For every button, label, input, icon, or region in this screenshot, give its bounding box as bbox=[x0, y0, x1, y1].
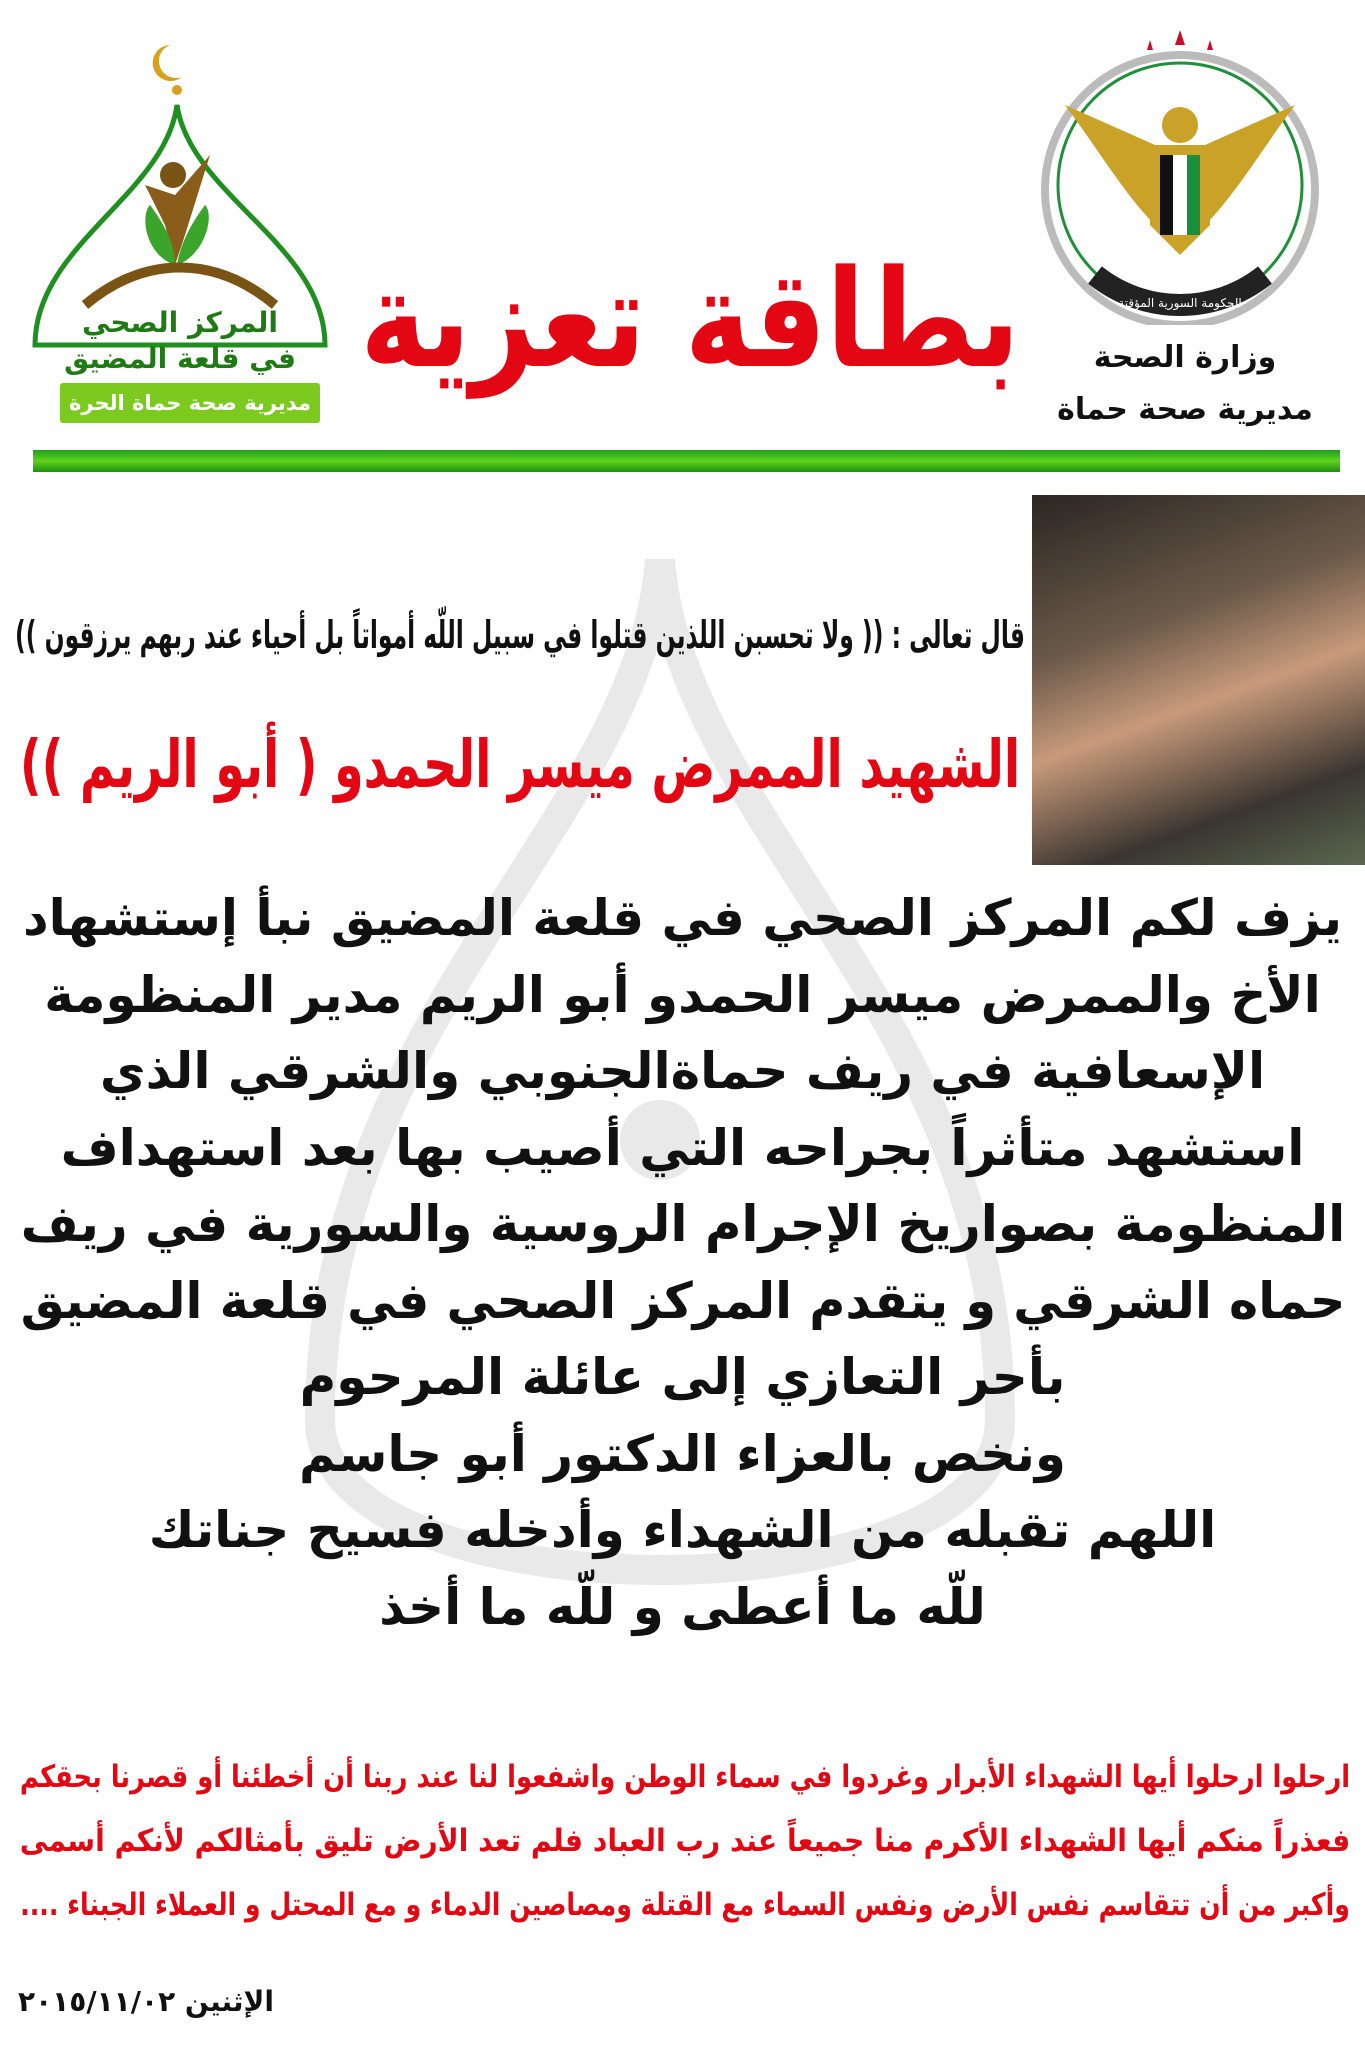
martyr-name-text: الشهيد الممرض ميسر الحمدو ( أبو الريم )) bbox=[19, 726, 1021, 803]
logo-line2: في قلعة المضيق bbox=[64, 342, 296, 375]
date-label: الإثنين ٢٠١٥/١١/٠٢ bbox=[18, 1985, 274, 2018]
closing-line: وأكبر من أن تتقاسم نفس الأرض ونفس السماء مع القتلة ومصاصين الدماء و مع المحتل و العملاء الجبناء .... bbox=[20, 1887, 1350, 1923]
green-divider bbox=[33, 450, 1340, 472]
body-line: حماه الشرقي و يتقدم المركز الصحي في قلعة المضيق bbox=[20, 1271, 1345, 1330]
closing-line: ارحلوا ارحلوا أيها الشهداء الأبرار وغردوا في سماء الوطن واشفعوا لنا عند ربنا أن أخطئنا أو قصرنا بحقكم bbox=[19, 1759, 1351, 1795]
martyr-photo bbox=[1032, 495, 1365, 865]
page-title-text: بطاقة تعزية bbox=[360, 241, 1020, 398]
martyr-name bbox=[20, 705, 1020, 825]
ministry-name bbox=[1040, 336, 1330, 380]
body-line: استشهد متأثراً بجراحه التي أصيب بها بعد استهداف bbox=[60, 1118, 1305, 1177]
syrian-government-emblem bbox=[1025, 25, 1335, 325]
body-line: للّه ما أعطى و للّه ما أخذ bbox=[379, 1577, 986, 1636]
eagle-emblem-icon bbox=[1025, 25, 1335, 325]
directorate-name bbox=[1040, 388, 1330, 432]
condolence-body bbox=[20, 880, 1345, 1645]
body-line: المنظومة بصواريخ الإجرام الروسية والسورية في ريف bbox=[20, 1195, 1345, 1253]
logo-banner bbox=[60, 383, 320, 423]
ministry-name-text: وزارة الصحة bbox=[1093, 340, 1277, 375]
closing-line: فعذراً منكم أيها الشهداء الأكرم منا جميعاً عند رب العباد فلم تعد الأرض تليق بأمثالكم لأنكم أسمى bbox=[19, 1823, 1351, 1859]
body-line: اللهم تقبله من الشهداء وأدخله فسيح جناتك bbox=[148, 1501, 1217, 1559]
directorate-name-text: مديرية صحة حماة bbox=[1057, 392, 1313, 427]
logo-line1: المركز الصحي bbox=[82, 306, 278, 339]
health-center-logo bbox=[25, 15, 335, 425]
logo-banner-text: مديرية صحة حماة الحرة bbox=[69, 391, 311, 415]
body-line: بأحر التعازي إلى عائلة المرحوم bbox=[299, 1348, 1066, 1406]
logo-text bbox=[25, 305, 335, 377]
page-title bbox=[360, 220, 1020, 420]
body-line: يزف لكم المركز الصحي في قلعة المضيق نبأ إستشهاد bbox=[23, 889, 1342, 947]
emblem-ring-text: الحكومة السورية المؤقتة bbox=[1118, 296, 1242, 310]
quran-quote bbox=[15, 595, 1025, 675]
body-line: الإسعافية في ريف حماةالجنوبي والشرقي الذي bbox=[99, 1042, 1266, 1100]
body-line: ونخص بالعزاء الدكتور أبو جاسم bbox=[299, 1424, 1066, 1483]
body-line: الأخ والممرض ميسر الحمدو أبو الريم مدير المنظومة bbox=[44, 965, 1321, 1024]
quran-quote-text: قال تعالى : (( ولا تحسبن اللذين قتلوا في سبيل اللّه أمواتاً بل أحياء عند ربهم يرزقون )) bbox=[15, 613, 1025, 657]
closing-message bbox=[20, 1745, 1350, 1937]
